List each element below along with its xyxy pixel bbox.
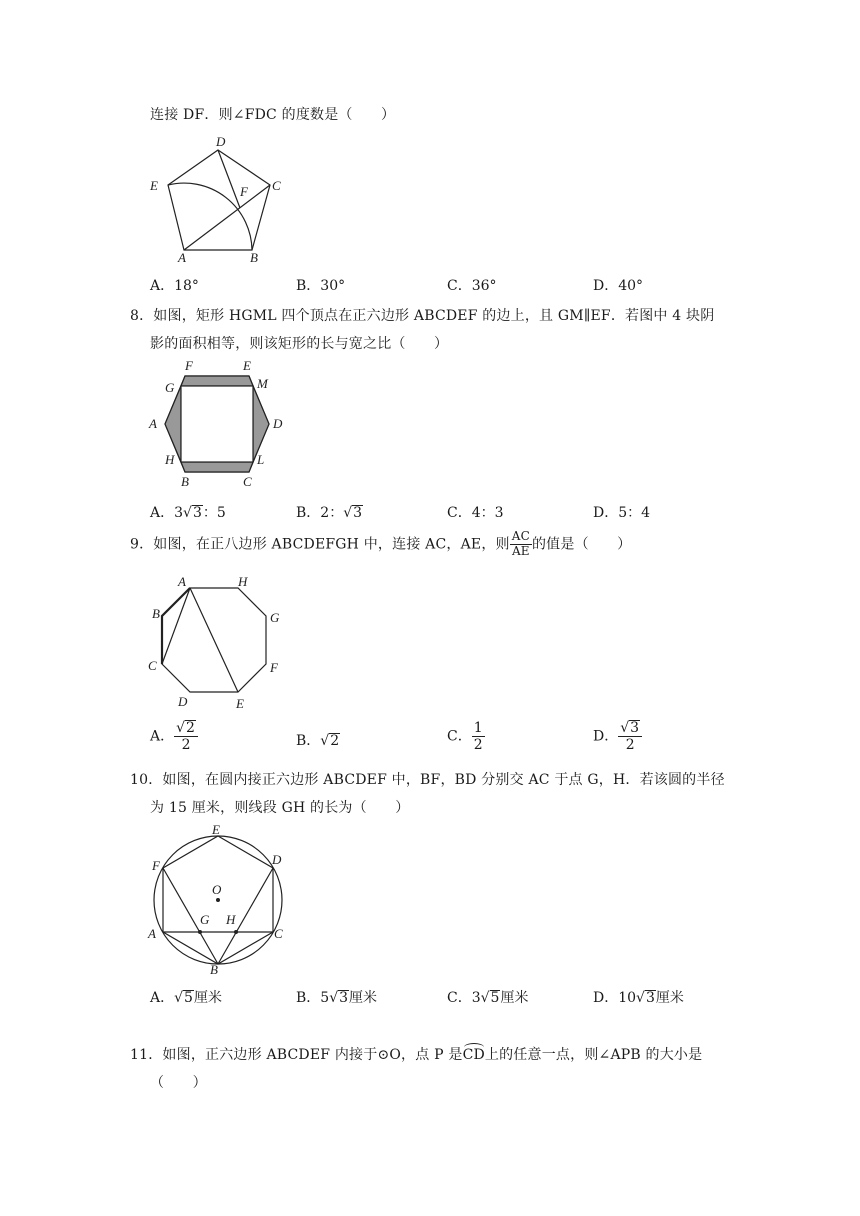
q9-stem-post: 的值是（ ） (531, 536, 632, 553)
q9-option-d[interactable] (593, 720, 642, 753)
q8-option-b-prefix: B．2： (296, 505, 344, 521)
q7-label-f: F (240, 184, 248, 199)
q10-option-a-radicand: 5 (184, 990, 193, 1006)
q10-point-h-dot (234, 930, 238, 934)
q10-label-a: A (148, 926, 156, 941)
q8-stem-line1: 8．如图，矩形 HGML 四个顶点在正六边形 ABCDEF 的边上，且 GM∥EF．若图中 4 块阴 (130, 308, 715, 324)
q10-option-a-suffix: 厘米 (193, 990, 222, 1006)
q9-option-c[interactable] (447, 720, 485, 753)
q9-option-d-fraction (618, 720, 642, 753)
q10-option-a[interactable] (150, 987, 222, 1007)
q9-frac-num: AC (511, 529, 530, 543)
q9-option-c-fraction (472, 720, 485, 753)
q8-option-a[interactable] (150, 502, 226, 522)
q9-option-d-num: √3 (618, 720, 642, 737)
q9-option-a-den: 2 (181, 737, 191, 754)
sqrt-symbol: √3 (183, 505, 202, 521)
q8-label-d: D (273, 416, 283, 431)
q11-stem-post: 上的任意一点，则∠APB 的大小是 (484, 1047, 703, 1063)
sqrt-symbol: √5 (174, 990, 193, 1006)
q7-label-c: C (272, 178, 281, 193)
q7-stem-tail: 连接 DF．则∠FDC 的度数是（ ） (150, 107, 396, 123)
q11-stem-line2: （ ） (150, 1075, 207, 1091)
q9-option-b[interactable] (296, 730, 340, 750)
q8-option-d[interactable]: D．5：4 (593, 505, 651, 521)
q10-option-d[interactable] (593, 987, 684, 1007)
q8-label-m: M (257, 376, 268, 391)
q9-label-e: E (236, 696, 244, 711)
q8-stem-line2: 影的面积相等，则该矩形的长与宽之比（ ） (150, 336, 449, 352)
q10-option-d-radicand: 3 (645, 990, 655, 1006)
q9-option-c-num: 1 (473, 720, 483, 736)
q10-stem-line2: 为 15 厘米，则线段 GH 的长为（ ） (150, 800, 410, 816)
sqrt-symbol: √3 (329, 990, 349, 1006)
q10-label-f: F (152, 858, 160, 873)
sqrt-symbol: √3 (343, 505, 363, 521)
q8-label-h: H (165, 452, 175, 467)
q9-option-a-prefix: A． (150, 728, 175, 745)
q8-option-c[interactable]: C．4：3 (447, 505, 504, 521)
q10-option-c[interactable] (447, 987, 528, 1007)
q9-label-f: F (270, 660, 278, 675)
q9-option-d-prefix: D． (593, 728, 619, 745)
q9-octagon-figure (140, 570, 295, 715)
q11-arc-cd: CD (463, 1043, 485, 1063)
q8-option-b[interactable] (296, 502, 363, 522)
q7-option-b[interactable]: B．30° (296, 278, 346, 294)
q9-label-h: H (238, 574, 248, 589)
q10-option-b[interactable] (296, 987, 377, 1007)
q8-label-e: E (243, 358, 251, 373)
q10-option-c-suffix: 厘米 (500, 990, 529, 1006)
q9-label-b: B (152, 606, 160, 621)
q9-label-g: G (270, 610, 280, 625)
q10-option-a-prefix: A． (150, 990, 175, 1006)
q10-label-g: G (200, 912, 210, 927)
q7-label-d: D (216, 134, 226, 149)
q10-stem-line1: 10．如图，在圆内接正六边形 ABCDEF 中，BF，BD 分别交 AC 于点 G，H．若该圆的半径 (130, 772, 725, 788)
q9-option-c-prefix: C． (447, 728, 472, 745)
q10-label-b: B (210, 962, 218, 977)
q9-stem-pre: 9．如图，在正八边形 ABCDEFGH 中，连接 AC，AE，则 (130, 536, 510, 553)
q8-label-f: F (185, 358, 193, 373)
q11-stem-pre: 11．如图，正六边形 ABCDEF 内接于⊙O，点 P 是 (130, 1047, 463, 1063)
q7-label-a: A (178, 250, 186, 265)
q9-option-a-fraction (174, 720, 198, 753)
q10-label-o: O (212, 882, 222, 897)
q8-label-c: C (243, 474, 252, 489)
q9-option-a-num: √2 (174, 720, 198, 737)
q7-option-a[interactable]: A．18° (150, 278, 199, 294)
sqrt-symbol: √2 (320, 733, 340, 749)
q9-option-d-radicand: 3 (630, 720, 640, 736)
q7-option-c[interactable]: C．36° (447, 278, 497, 294)
q8-option-a-radicand: 3 (192, 505, 202, 521)
q7-label-e: E (150, 178, 158, 193)
q10-option-b-radicand: 3 (339, 990, 349, 1006)
q8-label-a: A (149, 416, 157, 431)
q10-option-b-suffix: 厘米 (349, 990, 378, 1006)
q9-label-a: A (178, 574, 186, 589)
q9-option-a[interactable] (150, 720, 198, 753)
q8-label-b: B (181, 474, 189, 489)
q9-option-b-radicand: 2 (330, 733, 340, 749)
q7-option-d[interactable]: D．40° (593, 278, 644, 294)
q9-option-c-den: 2 (473, 737, 483, 754)
q10-label-e: E (212, 822, 220, 837)
q8-option-b-radicand: 3 (353, 505, 363, 521)
sqrt-symbol: √5 (480, 990, 500, 1006)
q10-point-g-dot (198, 930, 202, 934)
q9-label-d: D (178, 694, 188, 709)
q9-stem (130, 530, 631, 559)
q9-option-a-radicand: 2 (186, 720, 195, 736)
q11-stem-line1 (130, 1043, 702, 1064)
q8-label-g: G (165, 380, 175, 395)
q9-frac-den: AE (511, 543, 530, 558)
q10-circle-hexagon-figure (140, 822, 300, 982)
q10-option-c-prefix: C．3 (447, 990, 481, 1006)
q8-label-l: L (257, 452, 265, 467)
q10-center-dot (216, 898, 220, 902)
q8-option-a-suffix: ：5 (202, 505, 226, 521)
sqrt-symbol: √3 (636, 990, 655, 1006)
q8-option-a-prefix: A．3 (150, 505, 184, 521)
q9-option-d-den: 2 (625, 737, 635, 754)
q8-hexagon-figure (145, 356, 295, 491)
q9-option-b-prefix: B． (296, 733, 321, 749)
q10-option-b-prefix: B．5 (296, 990, 330, 1006)
q10-option-d-suffix: 厘米 (655, 990, 684, 1006)
q10-option-c-radicand: 5 (490, 990, 500, 1006)
q7-label-b: B (250, 250, 258, 265)
q10-label-h: H (226, 912, 236, 927)
q10-option-d-prefix: D．10 (593, 990, 637, 1006)
q9-ratio-fraction (510, 530, 532, 559)
q10-label-c: C (274, 926, 283, 941)
q7-pentagon-figure (140, 130, 300, 270)
q10-label-d: D (272, 852, 282, 867)
q9-label-c: C (148, 658, 157, 673)
